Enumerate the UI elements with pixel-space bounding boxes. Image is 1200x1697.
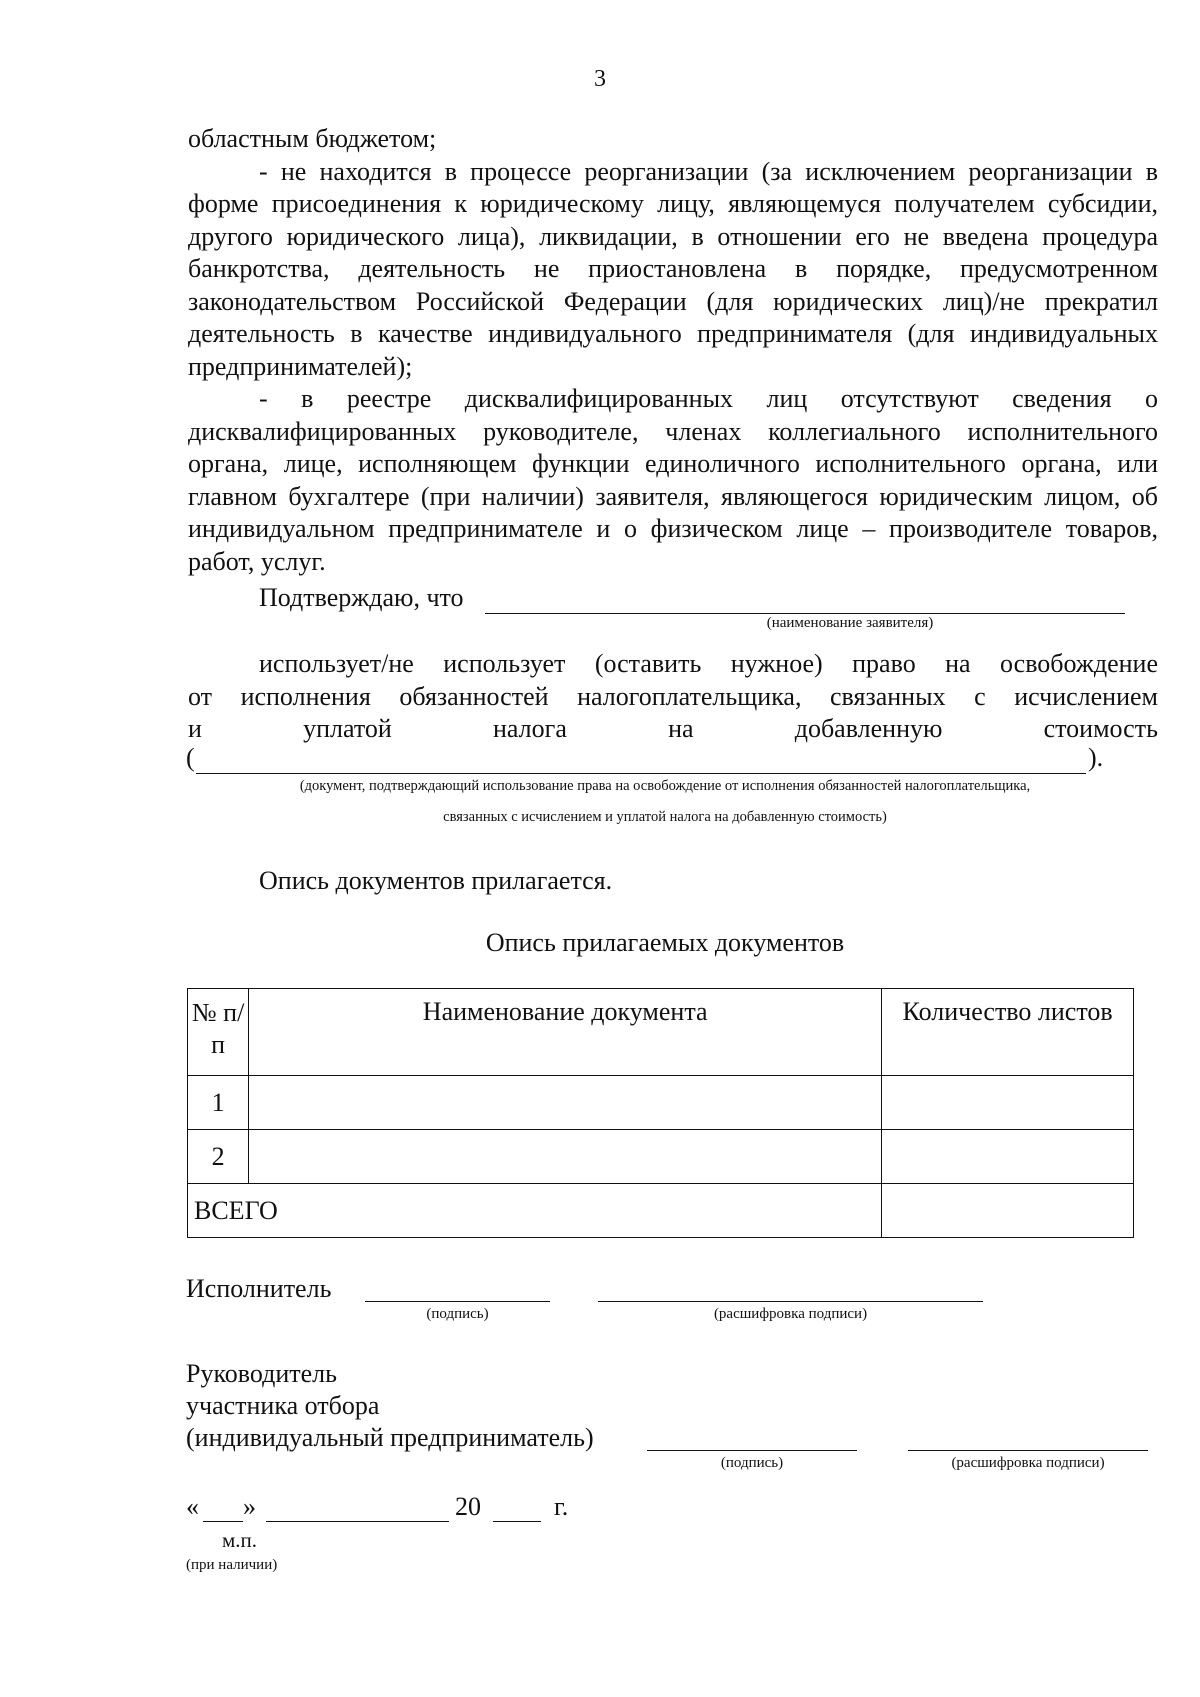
close-paren: ). bbox=[1088, 743, 1104, 772]
table-total-row bbox=[188, 1184, 1134, 1238]
date-year-field[interactable] bbox=[493, 1521, 541, 1522]
date-open-quote: « bbox=[186, 1492, 199, 1521]
stamp-note: (при наличии) bbox=[186, 1557, 278, 1573]
date-day-field[interactable] bbox=[203, 1521, 243, 1522]
header-sheet-count: Количество листов bbox=[882, 989, 1134, 1076]
applicant-name-field[interactable] bbox=[485, 583, 1125, 614]
applicant-name-caption: (наименование заявителя) bbox=[766, 615, 934, 631]
body-text bbox=[188, 123, 1158, 578]
open-paren: ( bbox=[186, 743, 195, 772]
head-title: Руководитель bbox=[186, 1359, 337, 1388]
executor-decode-field[interactable] bbox=[598, 1301, 983, 1302]
executor-signature-caption: (подпись) bbox=[426, 1306, 489, 1322]
head-participant: участника отбора bbox=[186, 1391, 380, 1420]
page-number: 3 bbox=[594, 66, 606, 92]
stamp-label: м.п. bbox=[222, 1528, 258, 1552]
row-sheet-count[interactable] bbox=[882, 1130, 1134, 1184]
paragraph-disqualified: - в реестре дисквалифицированных лиц отсутствуют сведения о дисквалифицированных руководителе, членах коллегиального исполнительного органа, лице, исполняющем функции единоличного исполнительного органа, или главном бухгалтере (при наличии) заявителя, являющегося юридическим лицом, об индивидуальном предпринимателе и о физическом лице – производителе товаров, работ, услуг. bbox=[188, 384, 1158, 576]
table-header-row bbox=[188, 989, 1134, 1076]
row-document-name[interactable] bbox=[249, 1076, 882, 1130]
date-year-suffix: г. bbox=[554, 1492, 569, 1521]
table-row bbox=[188, 1130, 1134, 1184]
executor-label: Исполнитель bbox=[186, 1274, 332, 1303]
exemption-caption-2: связанных с исчислением и уплатой налога на добавленную стоимость) bbox=[443, 809, 887, 825]
table-title: Опись прилагаемых документов bbox=[485, 928, 845, 957]
head-block bbox=[186, 1358, 594, 1454]
attachments-note: Опись документов прилагается. bbox=[259, 866, 613, 895]
use-line-2: от исполнения обязанностей налогоплательщика, связанных с исчислением bbox=[188, 681, 1158, 711]
word: добавленную bbox=[794, 714, 943, 743]
row-document-name[interactable] bbox=[249, 1130, 882, 1184]
executor-decode-caption: (расшифровка подписи) bbox=[713, 1306, 868, 1322]
total-label: ВСЕГО bbox=[188, 1184, 882, 1238]
row-sheet-count[interactable] bbox=[882, 1076, 1134, 1130]
head-signature-field[interactable] bbox=[647, 1450, 857, 1451]
word: и bbox=[188, 714, 202, 743]
header-document-name: Наименование документа bbox=[249, 989, 882, 1076]
paragraph-reorganization: - не находится в процессе реорганизации (за исключением реорганизации в форме присоединения к юридическому лицу, являющемуся получателем субсидии, другого юридического лица), ликвидации, в отношении его не введена процедура банкротства, деятельность не приостановлена в порядке, предусмотренном законодательством Российской Федерации (для юридических лиц)/не прекратил деятельность в качестве индивидуального предпринимателя (для индивидуальных предпринимателей); bbox=[188, 156, 1158, 381]
table-row bbox=[188, 1076, 1134, 1130]
date-month-field[interactable] bbox=[266, 1521, 449, 1522]
date-close-quote: » bbox=[243, 1492, 256, 1521]
executor-signature-field[interactable] bbox=[365, 1301, 550, 1302]
use-line-3 bbox=[188, 713, 1158, 746]
word: стоимость bbox=[1043, 714, 1158, 743]
date-year-prefix: 20 bbox=[455, 1492, 481, 1521]
exemption-caption-1: (документ, подтверждающий использование права на освобождение от исполнения обязанностей налогоплательщика, bbox=[299, 778, 1031, 794]
paragraph-budget: областным бюджетом; bbox=[188, 124, 437, 153]
header-number: № п/п bbox=[188, 989, 249, 1076]
documents-table bbox=[187, 988, 1134, 1238]
head-decode-field[interactable] bbox=[908, 1450, 1148, 1451]
tax-exemption-text bbox=[188, 648, 1158, 746]
confirm-label: Подтверждаю, что bbox=[259, 583, 464, 612]
use-line-1: использует/не использует (оставить нужное) право на освобождение bbox=[259, 649, 1158, 678]
row-number: 1 bbox=[188, 1076, 249, 1130]
total-sheet-count[interactable] bbox=[882, 1184, 1134, 1238]
row-number: 2 bbox=[188, 1130, 249, 1184]
head-decode-caption: (расшифровка подписи) bbox=[951, 1455, 1105, 1471]
word: уплатой bbox=[303, 714, 392, 743]
word: налога bbox=[493, 714, 567, 743]
word: на bbox=[668, 714, 694, 743]
exemption-document-field[interactable] bbox=[196, 743, 1086, 774]
head-signature-caption: (подпись) bbox=[720, 1455, 784, 1471]
head-entrepreneur: (индивидуальный предприниматель) bbox=[186, 1423, 594, 1452]
